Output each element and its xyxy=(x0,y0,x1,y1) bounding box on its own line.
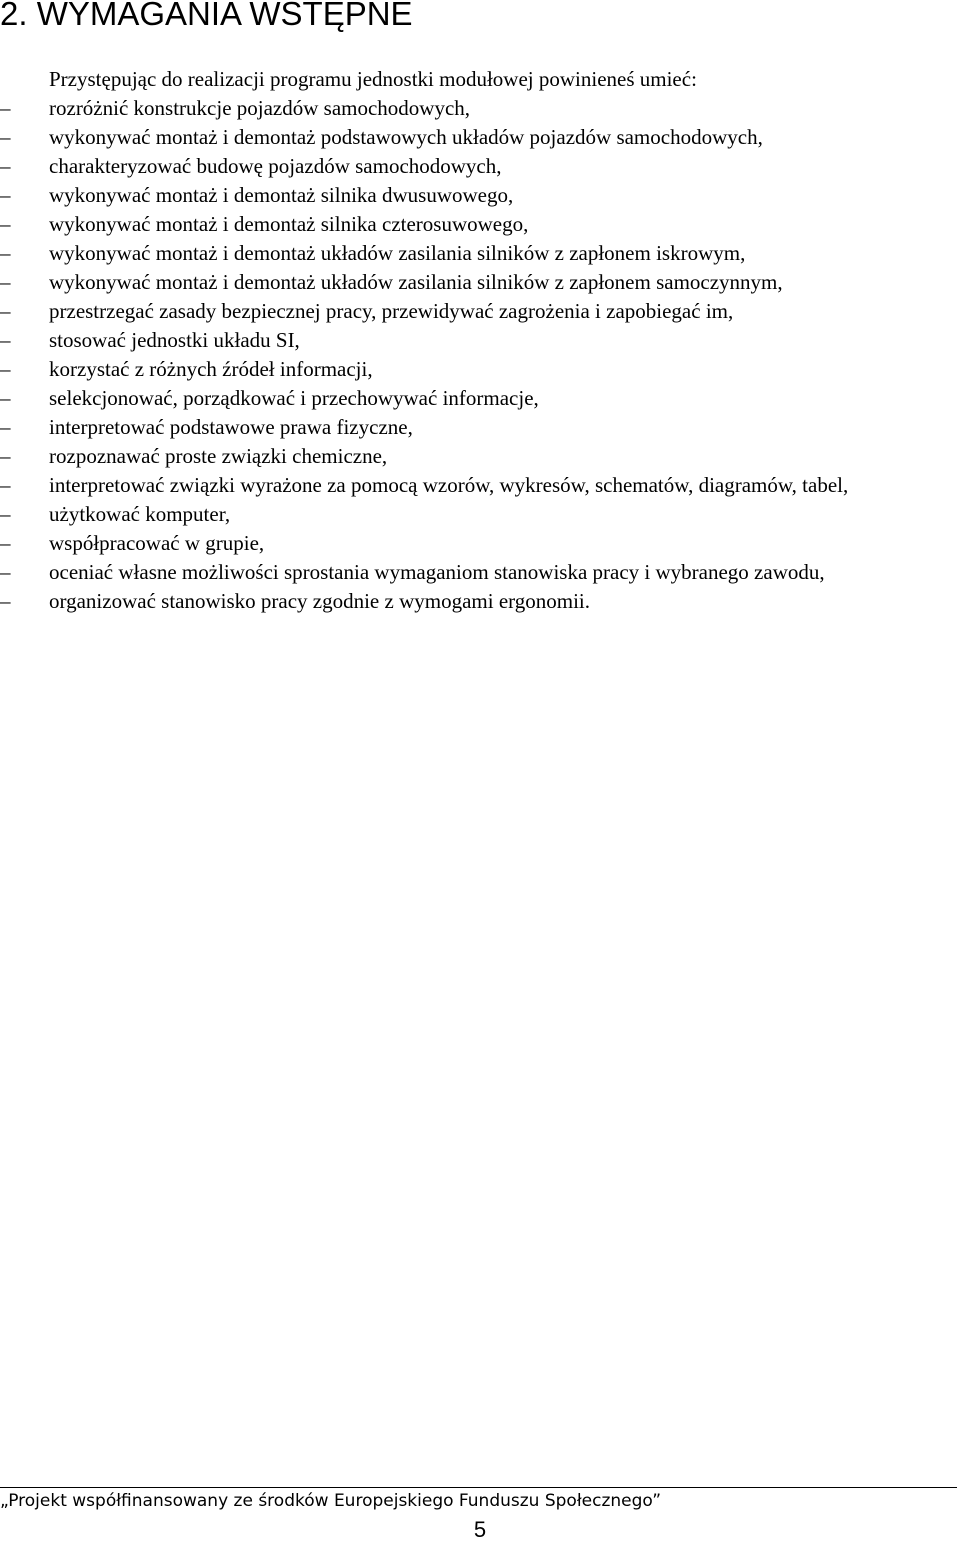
dash-bullet: – xyxy=(0,386,11,410)
list-item xyxy=(0,181,957,210)
dash-bullet: – xyxy=(0,531,11,555)
list-item-text: wykonywać montaż i demontaż silnika dwusuwowego, xyxy=(49,183,514,207)
dash-bullet: – xyxy=(0,183,11,207)
list-item-text: wykonywać montaż i demontaż układów zasilania silników z zapłonem samoczynnym, xyxy=(49,270,783,294)
dash-bullet: – xyxy=(0,560,11,584)
footer-funding-note: „Projekt współfinansowany ze środków Europejskiego Funduszu Społecznego” xyxy=(0,1491,662,1511)
list-item xyxy=(0,471,957,500)
dash-bullet: – xyxy=(0,444,11,468)
list-item-text: rozróżnić konstrukcje pojazdów samochodowych, xyxy=(49,96,471,120)
list-item-text: interpretować podstawowe prawa fizyczne, xyxy=(49,415,413,439)
dash-bullet: – xyxy=(0,502,11,526)
list-item xyxy=(0,210,957,239)
list-item xyxy=(0,500,957,529)
dash-bullet: – xyxy=(0,241,11,265)
list-item xyxy=(0,384,957,413)
requirements-list xyxy=(0,94,957,616)
list-item xyxy=(0,152,957,181)
dash-bullet: – xyxy=(0,154,11,178)
list-item xyxy=(0,587,957,616)
list-item-text: charakteryzować budowę pojazdów samochodowych, xyxy=(49,154,502,178)
dash-bullet: – xyxy=(0,299,11,323)
list-item-text: wykonywać montaż i demontaż układów zasilania silników z zapłonem iskrowym, xyxy=(49,241,746,265)
dash-bullet: – xyxy=(0,212,11,236)
list-item xyxy=(0,442,957,471)
intro-paragraph: Przystępując do realizacji programu jednostki modułowej powinieneś umieć: xyxy=(49,67,697,91)
list-item-text: selekcjonować, porządkować i przechowywać informacje, xyxy=(49,386,539,410)
list-item-text: oceniać własne możliwości sprostania wymaganiom stanowiska pracy i wybranego zawodu, xyxy=(49,560,825,584)
list-item-text: interpretować związki wyrażone za pomocą wzorów, wykresów, schematów, diagramów, tabel, xyxy=(49,473,849,497)
list-item-text: wykonywać montaż i demontaż silnika czterosuwowego, xyxy=(49,212,529,236)
list-item xyxy=(0,239,957,268)
dash-bullet: – xyxy=(0,125,11,149)
list-item xyxy=(0,355,957,384)
list-item xyxy=(0,94,957,123)
list-item xyxy=(0,123,957,152)
list-item-text: korzystać z różnych źródeł informacji, xyxy=(49,357,373,381)
list-item-text: współpracować w grupie, xyxy=(49,531,265,555)
dash-bullet: – xyxy=(0,96,11,120)
dash-bullet: – xyxy=(0,328,11,352)
dash-bullet: – xyxy=(0,473,11,497)
dash-bullet: – xyxy=(0,415,11,439)
list-item xyxy=(0,558,957,587)
list-item xyxy=(0,326,957,355)
list-item xyxy=(0,268,957,297)
dash-bullet: – xyxy=(0,270,11,294)
list-item xyxy=(0,297,957,326)
list-item-text: organizować stanowisko pracy zgodnie z wymogami ergonomii. xyxy=(49,589,591,613)
page-title: 2. WYMAGANIA WSTĘPNE xyxy=(0,0,413,32)
list-item-text: rozpoznawać proste związki chemiczne, xyxy=(49,444,388,468)
list-item-text: użytkować komputer, xyxy=(49,502,231,526)
list-item-text: przestrzegać zasady bezpiecznej pracy, przewidywać zagrożenia i zapobiegać im, xyxy=(49,299,734,323)
list-item-text: stosować jednostki układu SI, xyxy=(49,328,300,352)
page-number: 5 xyxy=(473,1517,487,1542)
list-item-text: wykonywać montaż i demontaż podstawowych układów pojazdów samochodowych, xyxy=(49,125,763,149)
list-item xyxy=(0,529,957,558)
list-item xyxy=(0,413,957,442)
dash-bullet: – xyxy=(0,357,11,381)
dash-bullet: – xyxy=(0,589,11,613)
